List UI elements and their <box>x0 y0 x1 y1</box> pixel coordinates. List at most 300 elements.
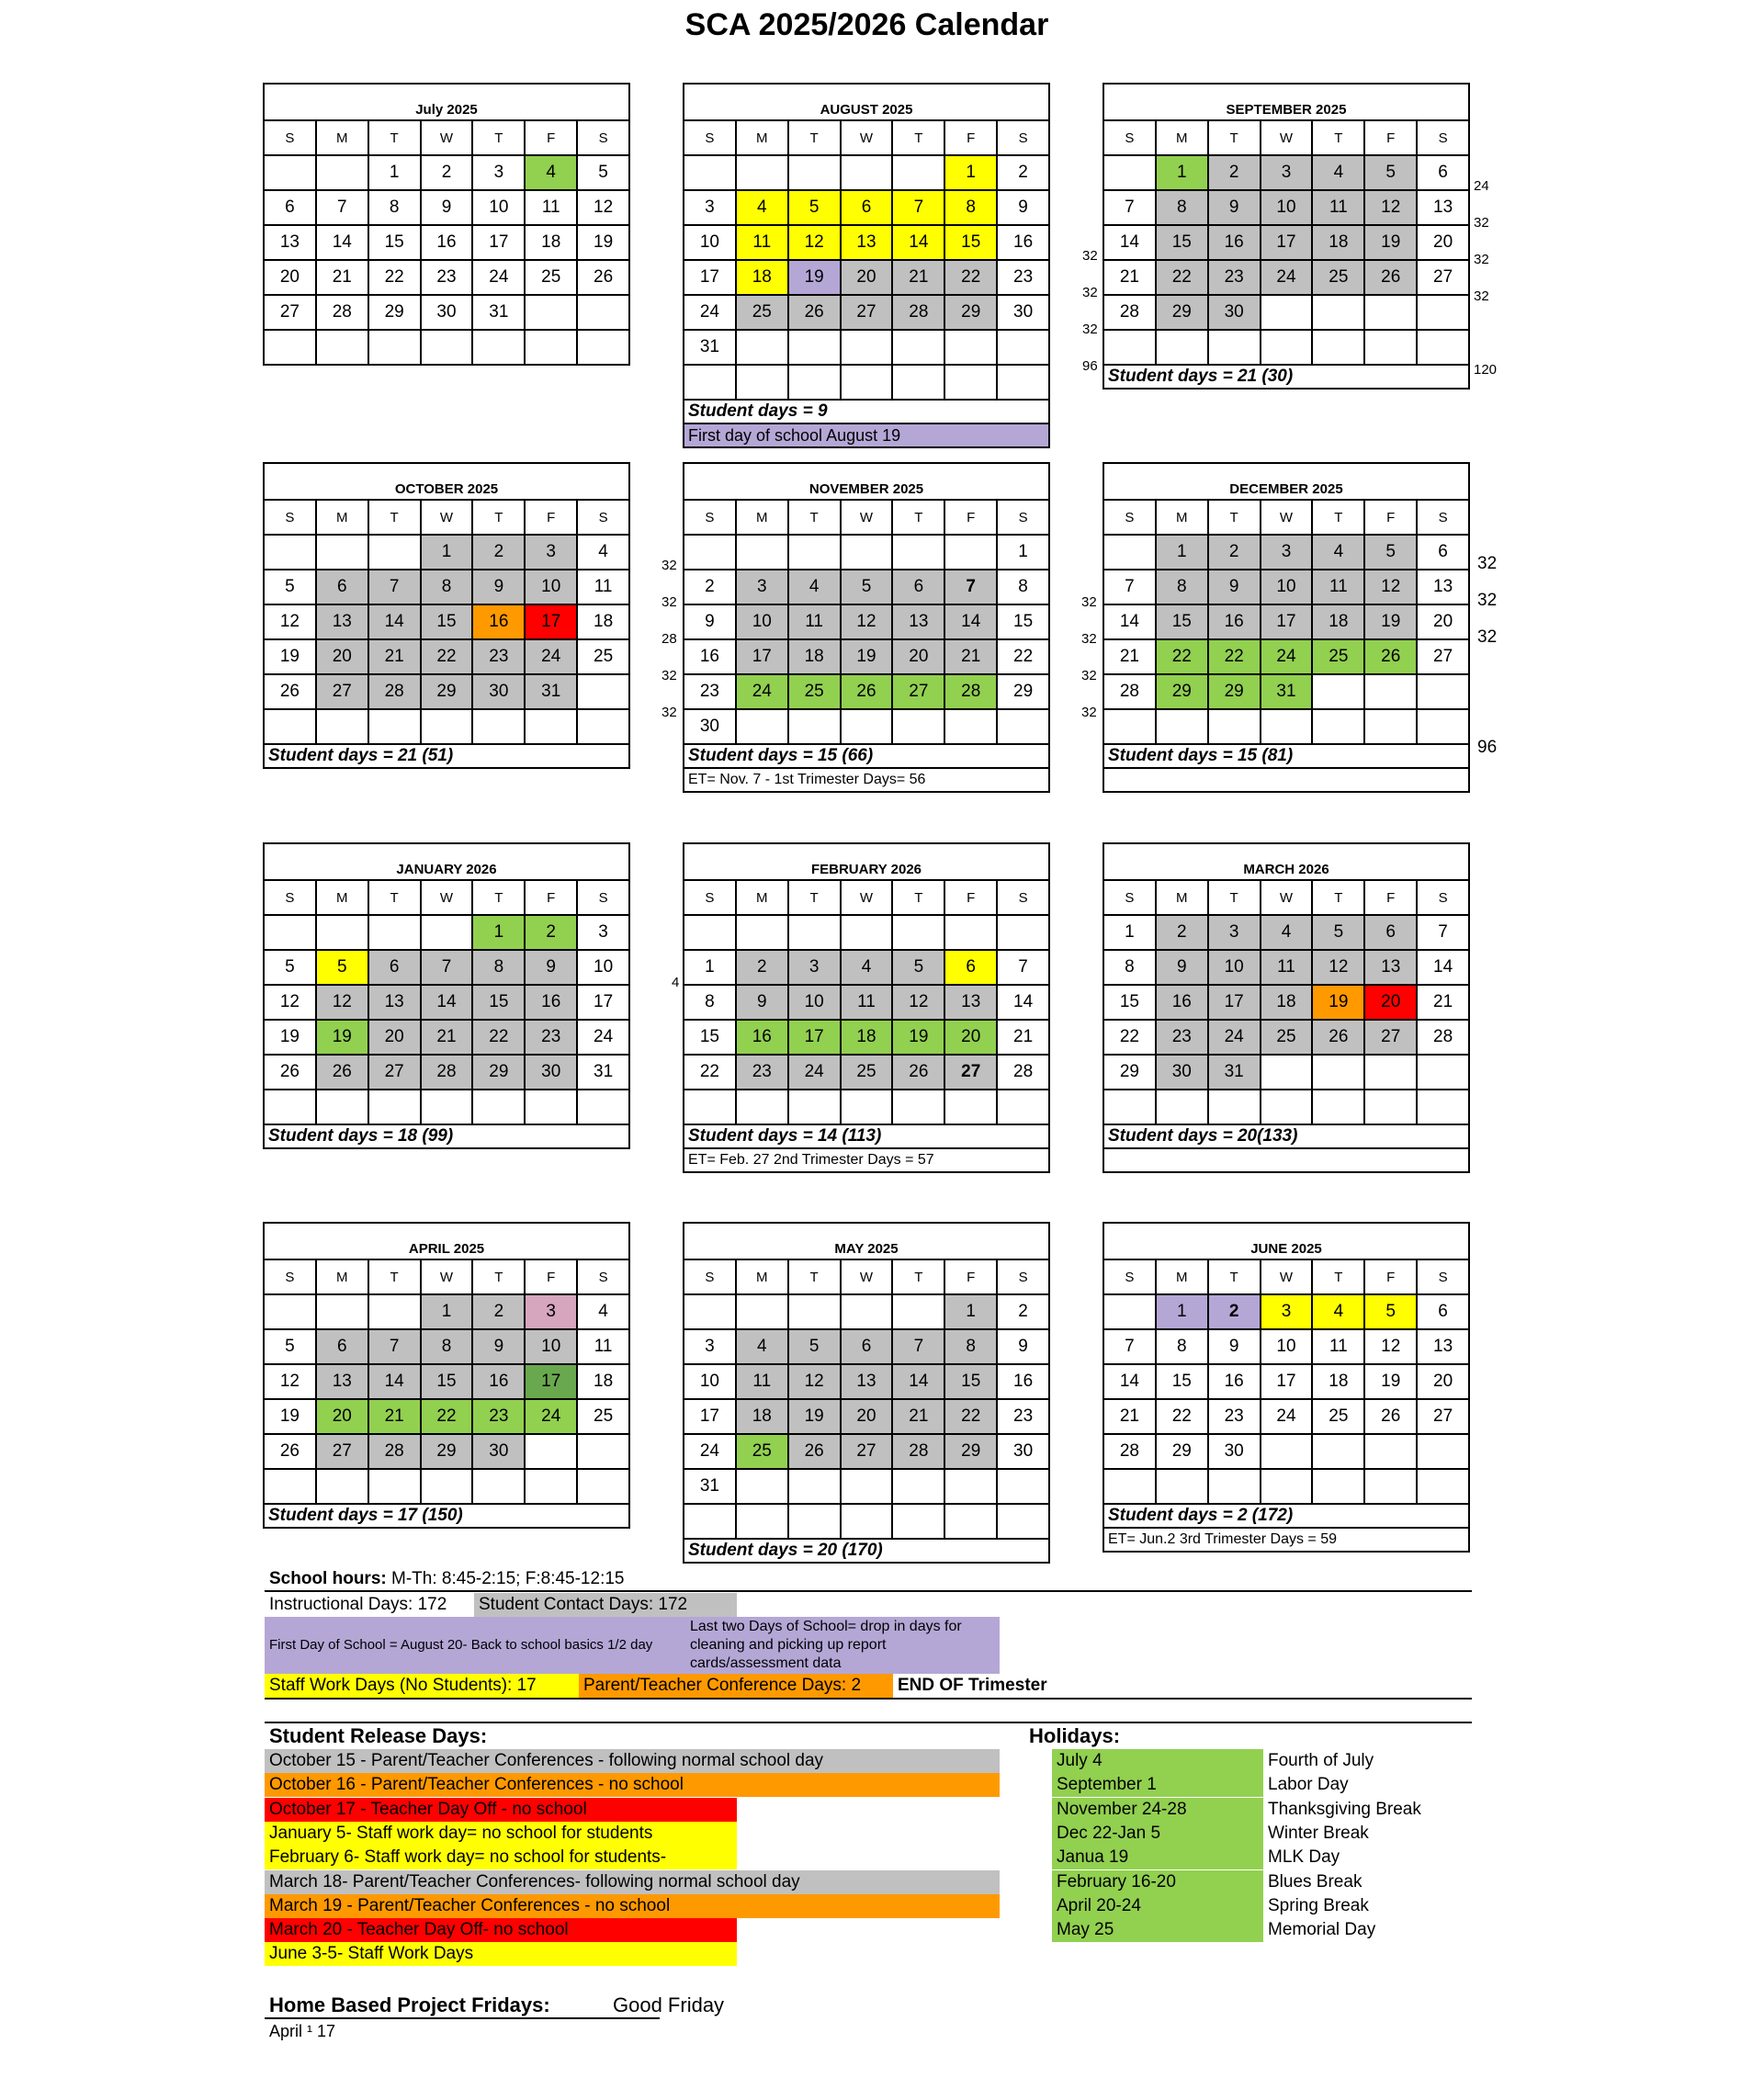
day-cell: 19 <box>842 640 894 675</box>
day-cell: 25 <box>737 296 789 331</box>
side-number: 96 <box>1082 358 1098 374</box>
day-cell: 2 <box>1157 916 1209 951</box>
day-cell: 15 <box>369 226 422 261</box>
day-cell: 20 <box>317 640 369 675</box>
day-cell: 25 <box>1313 640 1365 675</box>
day-cell <box>1157 331 1209 366</box>
day-cell: 16 <box>526 986 578 1021</box>
day-cell: 27 <box>945 1056 998 1090</box>
day-cell: 14 <box>1418 951 1470 986</box>
day-cell: 22 <box>1157 640 1209 675</box>
day-cell <box>998 1470 1050 1505</box>
month-title: NOVEMBER 2025 <box>683 462 1050 499</box>
day-cell <box>526 1435 578 1470</box>
day-header: T <box>893 121 945 156</box>
day-cell <box>998 331 1050 366</box>
day-header: S <box>1104 121 1157 156</box>
month-title: FEBRUARY 2026 <box>683 842 1050 879</box>
day-cell: 15 <box>1104 986 1157 1021</box>
day-cell: 4 <box>1313 156 1365 191</box>
day-cell: 13 <box>842 1365 894 1400</box>
day-header: F <box>1365 121 1418 156</box>
day-cell: 29 <box>1157 675 1209 710</box>
side-number: 32 <box>662 705 677 720</box>
day-header: F <box>526 501 578 536</box>
side-number: 32 <box>662 594 677 610</box>
release-item: March 18- Parent/Teacher Conferences- following normal school day <box>265 1870 1000 1894</box>
day-cell: 3 <box>1209 916 1261 951</box>
day-cell: 8 <box>1157 191 1209 226</box>
day-cell: 8 <box>945 1330 998 1365</box>
day-cell: 13 <box>317 1365 369 1400</box>
day-cell: 12 <box>265 605 317 640</box>
day-cell: 11 <box>737 226 789 261</box>
day-cell <box>789 916 842 951</box>
day-cell: 25 <box>578 640 630 675</box>
day-cell: 15 <box>684 1021 737 1056</box>
day-cell: 12 <box>317 986 369 1021</box>
day-cell <box>317 1295 369 1330</box>
day-cell: 8 <box>473 951 526 986</box>
day-cell: 12 <box>1365 570 1418 605</box>
day-cell: 22 <box>369 261 422 296</box>
day-cell: 19 <box>789 1400 842 1435</box>
day-cell: 28 <box>893 296 945 331</box>
day-header: S <box>578 121 630 156</box>
day-cell: 19 <box>789 261 842 296</box>
day-cell <box>789 366 842 401</box>
day-cell: 8 <box>369 191 422 226</box>
day-cell: 17 <box>1261 226 1314 261</box>
day-header: W <box>422 1260 474 1295</box>
holiday-name: Fourth of July <box>1268 1751 1374 1770</box>
day-cell: 30 <box>1209 1435 1261 1470</box>
day-cell: 14 <box>1104 605 1157 640</box>
day-cell: 6 <box>1418 156 1470 191</box>
day-cell <box>1209 1470 1261 1505</box>
day-cell: 13 <box>1365 951 1418 986</box>
day-cell <box>737 710 789 745</box>
holiday-date: April 20-24 <box>1052 1894 1263 1918</box>
day-cell <box>422 331 474 366</box>
day-cell: 18 <box>1313 1365 1365 1400</box>
day-cell: 26 <box>842 675 894 710</box>
day-cell: 30 <box>998 1435 1050 1470</box>
day-cell: 5 <box>265 570 317 605</box>
day-cell: 10 <box>789 986 842 1021</box>
day-cell: 23 <box>422 261 474 296</box>
school-hours-label: School hours: <box>269 1569 387 1588</box>
day-cell: 3 <box>473 156 526 191</box>
day-cell: 22 <box>1209 640 1261 675</box>
day-cell <box>1313 675 1365 710</box>
day-cell: 28 <box>422 1056 474 1090</box>
day-cell: 8 <box>1104 951 1157 986</box>
day-header: T <box>1313 501 1365 536</box>
day-cell: 7 <box>422 951 474 986</box>
day-cell: 13 <box>265 226 317 261</box>
side-number: 32 <box>1081 705 1097 720</box>
day-cell: 26 <box>1365 261 1418 296</box>
month-note: ET= Jun.2 3rd Trimester Days = 59 <box>1102 1529 1470 1553</box>
release-item: March 19 - Parent/Teacher Conferences - no school <box>265 1894 1000 1918</box>
side-number: 32 <box>1081 668 1097 683</box>
day-header: W <box>1261 501 1314 536</box>
day-cell <box>1313 1470 1365 1505</box>
day-cell <box>317 1090 369 1125</box>
day-cell: 2 <box>737 951 789 986</box>
day-header: M <box>317 881 369 916</box>
day-header: T <box>893 501 945 536</box>
day-cell: 21 <box>945 640 998 675</box>
day-cell: 17 <box>737 640 789 675</box>
day-cell: 4 <box>1313 1295 1365 1330</box>
day-cell: 22 <box>945 1400 998 1435</box>
day-cell: 20 <box>842 1400 894 1435</box>
day-cell: 15 <box>1157 226 1209 261</box>
day-cell: 17 <box>526 605 578 640</box>
day-cell: 17 <box>789 1021 842 1056</box>
day-cell: 8 <box>422 570 474 605</box>
day-cell <box>1418 1056 1470 1090</box>
day-cell <box>737 1505 789 1540</box>
day-cell: 11 <box>1313 1330 1365 1365</box>
day-cell: 23 <box>1209 1400 1261 1435</box>
day-cell: 14 <box>998 986 1050 1021</box>
day-header: S <box>998 501 1050 536</box>
month-march-2026 <box>1102 842 1470 1173</box>
day-cell: 21 <box>1104 640 1157 675</box>
side-number: 32 <box>662 668 677 683</box>
day-cell <box>265 916 317 951</box>
day-cell: 13 <box>369 986 422 1021</box>
day-cell: 31 <box>684 331 737 366</box>
day-cell <box>842 1090 894 1125</box>
day-cell <box>945 1090 998 1125</box>
month-title: MAY 2025 <box>683 1222 1050 1259</box>
day-cell: 30 <box>684 710 737 745</box>
day-cell <box>369 331 422 366</box>
april-dates: April ¹ 17 <box>269 2022 336 2040</box>
day-cell: 1 <box>1157 1295 1209 1330</box>
day-header: S <box>998 1260 1050 1295</box>
day-cell <box>684 156 737 191</box>
day-header: F <box>1365 501 1418 536</box>
day-cell: 20 <box>265 261 317 296</box>
day-cell: 21 <box>317 261 369 296</box>
last-two-days-note: Last two Days of School= drop in days for cleaning and picking up report cards/assessment data <box>685 1617 1000 1674</box>
day-cell: 7 <box>998 951 1050 986</box>
day-cell: 5 <box>893 951 945 986</box>
day-header: S <box>684 1260 737 1295</box>
month-days-grid <box>263 879 630 1125</box>
day-cell <box>317 156 369 191</box>
day-cell: 24 <box>737 675 789 710</box>
day-cell: 27 <box>317 675 369 710</box>
day-cell <box>1365 675 1418 710</box>
day-cell <box>1261 331 1314 366</box>
day-cell: 16 <box>1209 226 1261 261</box>
day-cell: 25 <box>526 261 578 296</box>
month-may-2025 <box>683 1222 1050 1564</box>
day-cell: 6 <box>1418 536 1470 570</box>
day-cell <box>1365 710 1418 745</box>
day-cell <box>526 296 578 331</box>
day-cell: 6 <box>1365 916 1418 951</box>
day-cell: 14 <box>369 605 422 640</box>
day-cell: 18 <box>842 1021 894 1056</box>
day-cell: 2 <box>526 916 578 951</box>
day-cell: 20 <box>1418 605 1470 640</box>
day-cell <box>1104 1295 1157 1330</box>
day-cell: 15 <box>422 1365 474 1400</box>
student-days-summary: Student days = 14 (113) <box>683 1125 1050 1149</box>
day-cell: 13 <box>945 986 998 1021</box>
day-cell: 16 <box>684 640 737 675</box>
day-header: F <box>945 1260 998 1295</box>
day-cell: 16 <box>1209 605 1261 640</box>
day-header: W <box>422 881 474 916</box>
day-cell: 23 <box>526 1021 578 1056</box>
contact-days: Student Contact Days: 172 <box>474 1593 737 1617</box>
day-cell: 6 <box>893 570 945 605</box>
first-day-note: First Day of School = August 20- Back to school basics 1/2 day <box>265 1617 685 1674</box>
day-cell <box>789 710 842 745</box>
day-cell: 10 <box>578 951 630 986</box>
holiday-date: February 16-20 <box>1052 1870 1263 1894</box>
day-cell <box>578 296 630 331</box>
day-cell <box>684 536 737 570</box>
day-cell: 25 <box>1261 1021 1314 1056</box>
school-hours-value: M-Th: 8:45-2:15; F:8:45-12:15 <box>391 1569 625 1588</box>
day-cell <box>1365 1435 1418 1470</box>
day-cell: 29 <box>1104 1056 1157 1090</box>
day-cell <box>842 156 894 191</box>
day-cell: 4 <box>737 191 789 226</box>
day-cell <box>737 156 789 191</box>
day-cell: 12 <box>1313 951 1365 986</box>
month-title: DECEMBER 2025 <box>1102 462 1470 499</box>
holiday-date: Janua 19 <box>1052 1846 1263 1869</box>
day-cell: 5 <box>1365 536 1418 570</box>
day-cell: 1 <box>1157 156 1209 191</box>
day-cell <box>684 366 737 401</box>
day-cell: 5 <box>578 156 630 191</box>
day-cell <box>369 916 422 951</box>
divider-line <box>265 1698 1472 1700</box>
month-days-grid <box>1102 1259 1470 1505</box>
day-cell: 20 <box>1418 1365 1470 1400</box>
day-cell: 12 <box>842 605 894 640</box>
day-cell <box>422 916 474 951</box>
day-header: S <box>1418 1260 1470 1295</box>
day-header: M <box>317 501 369 536</box>
month-january-2026 <box>263 842 630 1149</box>
day-cell <box>526 710 578 745</box>
day-cell: 28 <box>1104 675 1157 710</box>
day-cell: 18 <box>1313 226 1365 261</box>
day-cell: 26 <box>265 675 317 710</box>
day-cell <box>369 1295 422 1330</box>
side-number: 32 <box>1474 288 1489 304</box>
day-cell: 12 <box>265 1365 317 1400</box>
day-cell: 19 <box>1313 986 1365 1021</box>
student-days-summary: Student days = 9 <box>683 401 1050 424</box>
day-cell: 8 <box>684 986 737 1021</box>
day-header: T <box>473 501 526 536</box>
day-cell <box>737 536 789 570</box>
day-cell: 10 <box>473 191 526 226</box>
student-days-summary: Student days = 2 (172) <box>1102 1505 1470 1529</box>
day-cell: 13 <box>842 226 894 261</box>
month-title: July 2025 <box>263 83 630 119</box>
day-cell <box>789 1505 842 1540</box>
holiday-name: Thanksgiving Break <box>1268 1799 1421 1819</box>
day-cell <box>684 1505 737 1540</box>
day-cell: 10 <box>737 605 789 640</box>
day-cell: 30 <box>1157 1056 1209 1090</box>
day-cell: 2 <box>998 156 1050 191</box>
day-cell <box>1418 1435 1470 1470</box>
release-item: October 15 - Parent/Teacher Conferences - following normal school day <box>265 1749 1000 1773</box>
month-october-2025 <box>263 462 630 769</box>
day-cell <box>893 156 945 191</box>
day-header: T <box>473 881 526 916</box>
day-cell <box>473 1470 526 1505</box>
day-header: W <box>1261 1260 1314 1295</box>
day-cell: 26 <box>265 1056 317 1090</box>
day-cell <box>1313 331 1365 366</box>
day-cell: 30 <box>473 1435 526 1470</box>
day-header: F <box>945 501 998 536</box>
day-cell: 14 <box>893 226 945 261</box>
day-cell: 11 <box>789 605 842 640</box>
day-cell: 11 <box>526 191 578 226</box>
holiday-date: November 24-28 <box>1052 1798 1263 1822</box>
month-days-grid <box>1102 879 1470 1125</box>
day-cell: 7 <box>893 1330 945 1365</box>
day-cell: 21 <box>1104 261 1157 296</box>
day-cell: 20 <box>1365 986 1418 1021</box>
release-item: June 3-5- Staff Work Days <box>265 1942 737 1966</box>
day-cell: 19 <box>578 226 630 261</box>
day-cell <box>1261 710 1314 745</box>
day-cell: 6 <box>317 1330 369 1365</box>
day-cell: 2 <box>1209 536 1261 570</box>
day-cell: 12 <box>1365 191 1418 226</box>
holiday-date: July 4 <box>1052 1749 1263 1773</box>
side-number: 120 <box>1474 362 1498 378</box>
day-header: M <box>1157 501 1209 536</box>
page-title: SCA 2025/2026 Calendar <box>684 7 1049 42</box>
day-cell: 2 <box>473 1295 526 1330</box>
day-cell: 27 <box>842 1435 894 1470</box>
day-cell: 12 <box>265 986 317 1021</box>
day-cell: 11 <box>1261 951 1314 986</box>
day-cell: 20 <box>945 1021 998 1056</box>
student-days-summary: Student days = 15 (81) <box>1102 745 1470 769</box>
day-cell <box>737 1470 789 1505</box>
day-cell <box>369 1470 422 1505</box>
day-cell: 7 <box>317 191 369 226</box>
day-cell <box>265 536 317 570</box>
day-header: S <box>1104 501 1157 536</box>
day-cell: 13 <box>1418 191 1470 226</box>
day-cell: 18 <box>526 226 578 261</box>
day-cell: 29 <box>945 296 998 331</box>
day-cell: 20 <box>842 261 894 296</box>
day-cell: 17 <box>473 226 526 261</box>
day-header: W <box>842 501 894 536</box>
day-header: T <box>1209 501 1261 536</box>
day-cell: 19 <box>1365 226 1418 261</box>
day-cell: 15 <box>1157 1365 1209 1400</box>
day-cell: 21 <box>422 1021 474 1056</box>
day-cell: 17 <box>684 261 737 296</box>
student-days-summary: Student days = 20(133) <box>1102 1125 1470 1149</box>
day-cell <box>945 331 998 366</box>
day-header: T <box>473 121 526 156</box>
release-title: Student Release Days: <box>269 1724 488 1747</box>
month-title: JUNE 2025 <box>1102 1222 1470 1259</box>
day-cell: 13 <box>1418 1330 1470 1365</box>
day-cell: 9 <box>1209 1330 1261 1365</box>
day-header: S <box>265 121 317 156</box>
day-cell: 9 <box>422 191 474 226</box>
day-cell: 25 <box>1313 261 1365 296</box>
instructional-days: Instructional Days: 172 <box>269 1595 447 1614</box>
day-cell: 15 <box>998 605 1050 640</box>
day-cell: 10 <box>526 570 578 605</box>
month-april-2025 <box>263 1222 630 1529</box>
day-cell: 23 <box>998 261 1050 296</box>
day-cell <box>945 536 998 570</box>
day-cell: 4 <box>526 156 578 191</box>
side-number: 32 <box>662 558 677 573</box>
day-cell: 5 <box>265 951 317 986</box>
day-cell: 25 <box>789 675 842 710</box>
day-cell <box>1365 1470 1418 1505</box>
day-cell: 4 <box>842 951 894 986</box>
day-cell <box>1418 296 1470 331</box>
day-cell: 6 <box>1418 1295 1470 1330</box>
day-header: F <box>1365 881 1418 916</box>
day-header: F <box>526 1260 578 1295</box>
day-cell: 20 <box>369 1021 422 1056</box>
side-number: 32 <box>1474 215 1489 231</box>
day-header: S <box>578 501 630 536</box>
month-days-grid <box>683 1259 1050 1540</box>
day-cell <box>578 331 630 366</box>
ptc-days: Parent/Teacher Conference Days: 2 <box>579 1674 893 1698</box>
day-cell <box>737 1090 789 1125</box>
day-cell: 1 <box>684 951 737 986</box>
holiday-name: Blues Break <box>1268 1871 1363 1892</box>
day-cell: 30 <box>422 296 474 331</box>
day-cell: 13 <box>893 605 945 640</box>
day-cell: 3 <box>684 191 737 226</box>
day-header: T <box>1313 1260 1365 1295</box>
day-cell: 9 <box>1157 951 1209 986</box>
end-of-trimester: END OF Trimester <box>898 1676 1047 1695</box>
day-cell: 29 <box>1157 1435 1209 1470</box>
month-february-2026 <box>683 842 1050 1173</box>
day-cell: 27 <box>265 296 317 331</box>
day-cell: 27 <box>317 1435 369 1470</box>
day-cell: 23 <box>473 1400 526 1435</box>
day-header: S <box>265 1260 317 1295</box>
day-cell: 2 <box>422 156 474 191</box>
